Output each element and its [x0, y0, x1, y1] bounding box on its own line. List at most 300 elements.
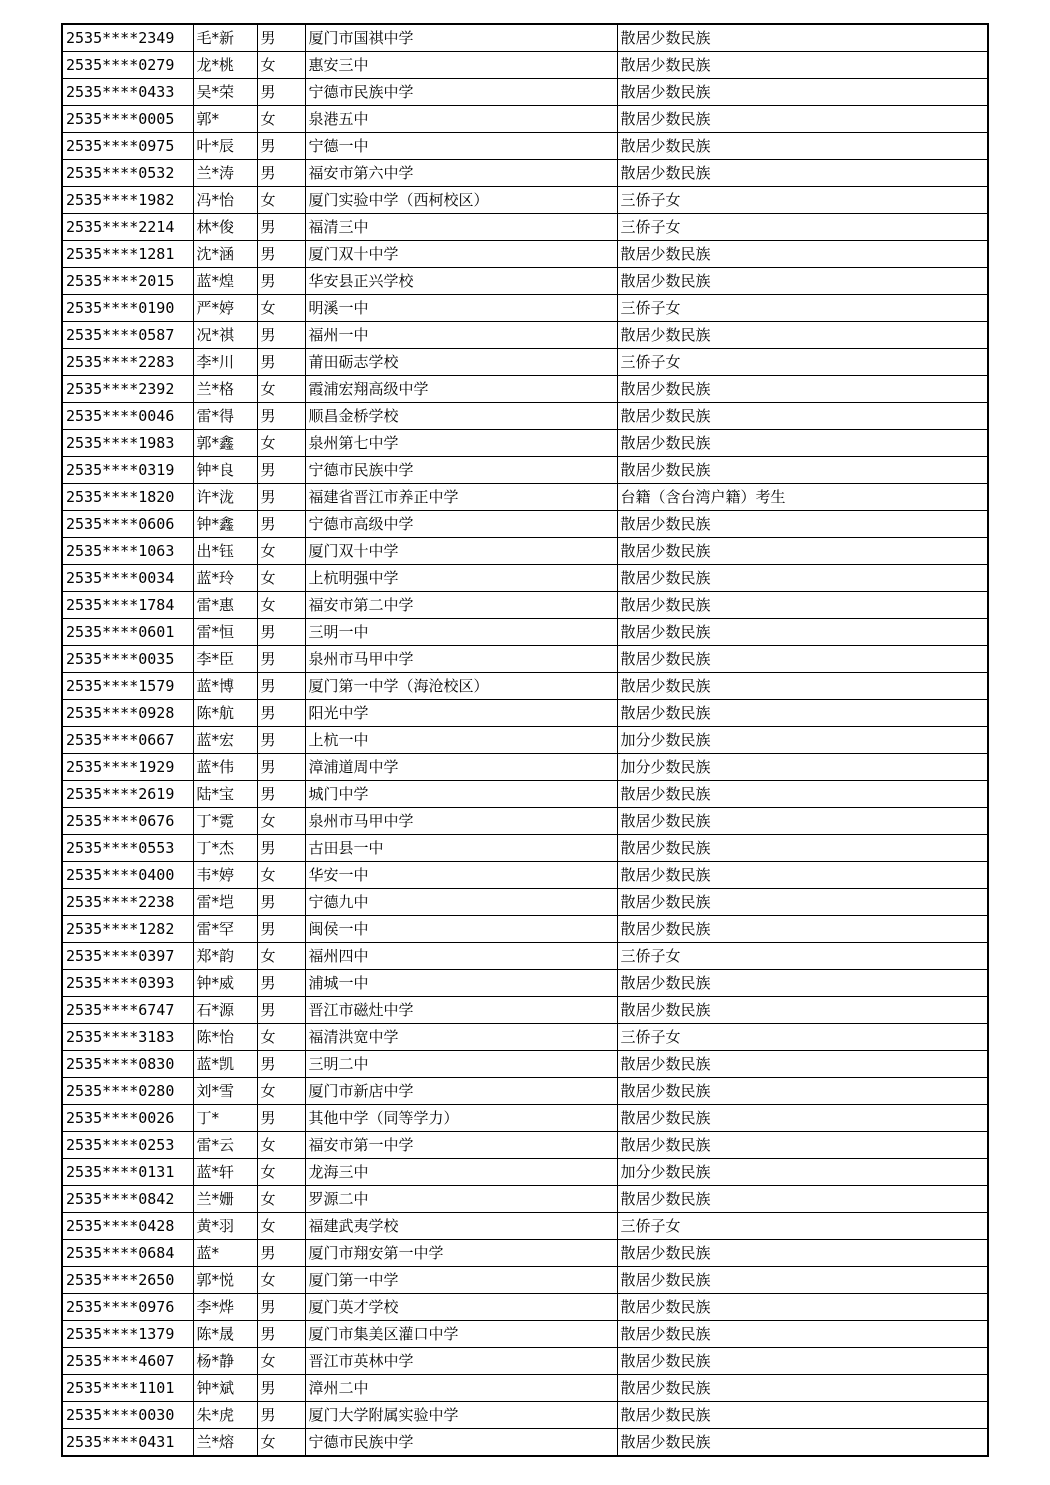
school-cell: 福建武夷学校 [305, 1213, 617, 1240]
name-cell: 蓝*宏 [193, 727, 257, 754]
table-row [62, 1051, 988, 1078]
candidate-id-cell: 2535****0253 [62, 1132, 193, 1159]
name-cell: 雷*惠 [193, 592, 257, 619]
name-cell: 郭* [193, 106, 257, 133]
table-row [62, 754, 988, 781]
table-row [62, 241, 988, 268]
table-row [62, 997, 988, 1024]
school-cell: 顺昌金桥学校 [305, 403, 617, 430]
category-cell: 散居少数民族 [617, 619, 988, 646]
school-cell: 福安市第二中学 [305, 592, 617, 619]
school-cell: 福建省晋江市养正中学 [305, 484, 617, 511]
category-cell: 散居少数民族 [617, 160, 988, 187]
table-row [62, 1132, 988, 1159]
school-cell: 厦门实验中学（西柯校区） [305, 187, 617, 214]
school-cell: 福清洪宽中学 [305, 1024, 617, 1051]
name-cell: 李*川 [193, 349, 257, 376]
category-cell: 散居少数民族 [617, 781, 988, 808]
category-cell: 加分少数民族 [617, 727, 988, 754]
category-cell: 散居少数民族 [617, 1078, 988, 1105]
name-cell: 郑*韵 [193, 943, 257, 970]
school-cell: 厦门市集美区灌口中学 [305, 1321, 617, 1348]
table-row [62, 511, 988, 538]
gender-cell: 男 [257, 403, 305, 430]
table-row [62, 943, 988, 970]
gender-cell: 女 [257, 187, 305, 214]
table-row [62, 781, 988, 808]
candidate-id-cell: 2535****0928 [62, 700, 193, 727]
name-cell: 雷*得 [193, 403, 257, 430]
gender-cell: 女 [257, 943, 305, 970]
table-row [62, 1105, 988, 1132]
category-cell: 散居少数民族 [617, 133, 988, 160]
gender-cell: 女 [257, 1159, 305, 1186]
gender-cell: 男 [257, 322, 305, 349]
name-cell: 钟*良 [193, 457, 257, 484]
name-cell: 丁* [193, 1105, 257, 1132]
name-cell: 陈*航 [193, 700, 257, 727]
table-row [62, 1321, 988, 1348]
gender-cell: 男 [257, 160, 305, 187]
school-cell: 福安市第一中学 [305, 1132, 617, 1159]
candidate-id-cell: 2535****1101 [62, 1375, 193, 1402]
candidate-id-cell: 2535****1820 [62, 484, 193, 511]
candidate-id-cell: 2535****6747 [62, 997, 193, 1024]
table-row [62, 1267, 988, 1294]
gender-cell: 男 [257, 349, 305, 376]
category-cell: 散居少数民族 [617, 511, 988, 538]
candidate-id-cell: 2535****0433 [62, 79, 193, 106]
table-row [62, 673, 988, 700]
table-row [62, 106, 988, 133]
name-cell: 许*泷 [193, 484, 257, 511]
table-row [62, 79, 988, 106]
table-row [62, 1240, 988, 1267]
table-row [62, 1294, 988, 1321]
category-cell: 散居少数民族 [617, 565, 988, 592]
category-cell: 散居少数民族 [617, 997, 988, 1024]
gender-cell: 女 [257, 592, 305, 619]
school-cell: 福州四中 [305, 943, 617, 970]
table-row [62, 376, 988, 403]
school-cell: 厦门英才学校 [305, 1294, 617, 1321]
category-cell: 散居少数民族 [617, 106, 988, 133]
category-cell: 散居少数民族 [617, 538, 988, 565]
name-cell: 陆*宝 [193, 781, 257, 808]
candidate-id-cell: 2535****0131 [62, 1159, 193, 1186]
category-cell: 三侨子女 [617, 295, 988, 322]
name-cell: 蓝* [193, 1240, 257, 1267]
school-cell: 福清三中 [305, 214, 617, 241]
table-row [62, 1429, 988, 1457]
candidate-id-cell: 2535****2349 [62, 24, 193, 52]
table-row [62, 268, 988, 295]
school-cell: 霞浦宏翔高级中学 [305, 376, 617, 403]
gender-cell: 男 [257, 214, 305, 241]
category-cell: 散居少数民族 [617, 403, 988, 430]
category-cell: 散居少数民族 [617, 1051, 988, 1078]
table-row [62, 538, 988, 565]
table-row [62, 970, 988, 997]
gender-cell: 男 [257, 646, 305, 673]
table-row [62, 1186, 988, 1213]
name-cell: 丁*霓 [193, 808, 257, 835]
candidate-id-cell: 2535****0190 [62, 295, 193, 322]
school-cell: 宁德一中 [305, 133, 617, 160]
school-cell: 罗源二中 [305, 1186, 617, 1213]
category-cell: 散居少数民族 [617, 241, 988, 268]
table-row [62, 808, 988, 835]
school-cell: 宁德市民族中学 [305, 457, 617, 484]
category-cell: 散居少数民族 [617, 835, 988, 862]
category-cell: 散居少数民族 [617, 430, 988, 457]
category-cell: 加分少数民族 [617, 1159, 988, 1186]
candidate-id-cell: 2535****1579 [62, 673, 193, 700]
candidate-id-cell: 2535****0026 [62, 1105, 193, 1132]
candidate-id-cell: 2535****0035 [62, 646, 193, 673]
name-cell: 石*源 [193, 997, 257, 1024]
gender-cell: 女 [257, 376, 305, 403]
gender-cell: 女 [257, 1267, 305, 1294]
table-row [62, 214, 988, 241]
gender-cell: 女 [257, 1024, 305, 1051]
table-row [62, 187, 988, 214]
name-cell: 钟*鑫 [193, 511, 257, 538]
candidate-id-cell: 2535****0532 [62, 160, 193, 187]
category-cell: 散居少数民族 [617, 700, 988, 727]
category-cell: 散居少数民族 [617, 592, 988, 619]
school-cell: 其他中学（同等学力） [305, 1105, 617, 1132]
table-row [62, 1213, 988, 1240]
candidate-id-cell: 2535****2015 [62, 268, 193, 295]
name-cell: 雷*云 [193, 1132, 257, 1159]
gender-cell: 女 [257, 430, 305, 457]
name-cell: 严*婷 [193, 295, 257, 322]
school-cell: 漳州二中 [305, 1375, 617, 1402]
school-cell: 古田县一中 [305, 835, 617, 862]
category-cell: 散居少数民族 [617, 1267, 988, 1294]
candidate-id-cell: 2535****0587 [62, 322, 193, 349]
name-cell: 叶*辰 [193, 133, 257, 160]
school-cell: 城门中学 [305, 781, 617, 808]
school-cell: 宁德市民族中学 [305, 79, 617, 106]
school-cell: 宁德市民族中学 [305, 1429, 617, 1457]
category-cell: 散居少数民族 [617, 916, 988, 943]
candidate-id-cell: 2535****1063 [62, 538, 193, 565]
category-cell: 散居少数民族 [617, 376, 988, 403]
roster-table [61, 23, 989, 1457]
name-cell: 冯*怡 [193, 187, 257, 214]
name-cell: 钟*威 [193, 970, 257, 997]
gender-cell: 男 [257, 484, 305, 511]
candidate-id-cell: 2535****0676 [62, 808, 193, 835]
candidate-id-cell: 2535****2650 [62, 1267, 193, 1294]
candidate-id-cell: 2535****0601 [62, 619, 193, 646]
category-cell: 散居少数民族 [617, 1348, 988, 1375]
candidate-id-cell: 2535****1929 [62, 754, 193, 781]
candidate-id-cell: 2535****0553 [62, 835, 193, 862]
gender-cell: 女 [257, 1213, 305, 1240]
table-row [62, 160, 988, 187]
gender-cell: 男 [257, 268, 305, 295]
school-cell: 厦门大学附属实验中学 [305, 1402, 617, 1429]
name-cell: 陈*怡 [193, 1024, 257, 1051]
table-row [62, 916, 988, 943]
category-cell: 散居少数民族 [617, 457, 988, 484]
name-cell: 兰*格 [193, 376, 257, 403]
candidate-id-cell: 2535****0684 [62, 1240, 193, 1267]
name-cell: 蓝*凯 [193, 1051, 257, 1078]
table-row [62, 700, 988, 727]
category-cell: 散居少数民族 [617, 52, 988, 79]
category-cell: 散居少数民族 [617, 1375, 988, 1402]
gender-cell: 男 [257, 781, 305, 808]
candidate-id-cell: 2535****0431 [62, 1429, 193, 1457]
name-cell: 郭*鑫 [193, 430, 257, 457]
school-cell: 阳光中学 [305, 700, 617, 727]
candidate-id-cell: 2535****1282 [62, 916, 193, 943]
table-row [62, 457, 988, 484]
name-cell: 李*烨 [193, 1294, 257, 1321]
candidate-id-cell: 2535****1379 [62, 1321, 193, 1348]
candidate-id-cell: 2535****0976 [62, 1294, 193, 1321]
category-cell: 三侨子女 [617, 1213, 988, 1240]
school-cell: 华安县正兴学校 [305, 268, 617, 295]
candidate-id-cell: 2535****0830 [62, 1051, 193, 1078]
name-cell: 蓝*煌 [193, 268, 257, 295]
table-row [62, 1024, 988, 1051]
category-cell: 三侨子女 [617, 214, 988, 241]
candidate-id-cell: 2535****0428 [62, 1213, 193, 1240]
table-row [62, 1078, 988, 1105]
school-cell: 莆田砺志学校 [305, 349, 617, 376]
category-cell: 散居少数民族 [617, 808, 988, 835]
gender-cell: 女 [257, 1132, 305, 1159]
candidate-id-cell: 2535****0034 [62, 565, 193, 592]
school-cell: 厦门第一中学 [305, 1267, 617, 1294]
name-cell: 刘*雪 [193, 1078, 257, 1105]
name-cell: 钟*斌 [193, 1375, 257, 1402]
school-cell: 泉州第七中学 [305, 430, 617, 457]
candidate-id-cell: 2535****0667 [62, 727, 193, 754]
table-row [62, 133, 988, 160]
gender-cell: 女 [257, 1429, 305, 1457]
category-cell: 加分少数民族 [617, 754, 988, 781]
name-cell: 李*臣 [193, 646, 257, 673]
gender-cell: 男 [257, 79, 305, 106]
gender-cell: 男 [257, 1375, 305, 1402]
candidate-id-cell: 2535****0975 [62, 133, 193, 160]
candidate-id-cell: 2535****0606 [62, 511, 193, 538]
table-row [62, 889, 988, 916]
name-cell: 韦*婷 [193, 862, 257, 889]
school-cell: 龙海三中 [305, 1159, 617, 1186]
name-cell: 蓝*伟 [193, 754, 257, 781]
gender-cell: 男 [257, 673, 305, 700]
table-row [62, 592, 988, 619]
school-cell: 福安市第六中学 [305, 160, 617, 187]
name-cell: 蓝*轩 [193, 1159, 257, 1186]
candidate-id-cell: 2535****2283 [62, 349, 193, 376]
table-row [62, 619, 988, 646]
category-cell: 三侨子女 [617, 187, 988, 214]
table-row [62, 862, 988, 889]
table-row [62, 430, 988, 457]
category-cell: 三侨子女 [617, 349, 988, 376]
name-cell: 林*俊 [193, 214, 257, 241]
school-cell: 厦门双十中学 [305, 241, 617, 268]
table-row [62, 322, 988, 349]
roster-body [62, 24, 988, 1456]
category-cell: 散居少数民族 [617, 673, 988, 700]
school-cell: 宁德九中 [305, 889, 617, 916]
gender-cell: 男 [257, 241, 305, 268]
table-row [62, 349, 988, 376]
school-cell: 明溪一中 [305, 295, 617, 322]
school-cell: 宁德市高级中学 [305, 511, 617, 538]
gender-cell: 男 [257, 1294, 305, 1321]
candidate-id-cell: 2535****0280 [62, 1078, 193, 1105]
name-cell: 沈*涵 [193, 241, 257, 268]
table-row [62, 403, 988, 430]
candidate-id-cell: 2535****0005 [62, 106, 193, 133]
category-cell: 散居少数民族 [617, 862, 988, 889]
gender-cell: 男 [257, 916, 305, 943]
category-cell: 散居少数民族 [617, 1105, 988, 1132]
candidate-id-cell: 2535****2392 [62, 376, 193, 403]
table-row [62, 835, 988, 862]
gender-cell: 男 [257, 511, 305, 538]
school-cell: 泉港五中 [305, 106, 617, 133]
name-cell: 郭*悦 [193, 1267, 257, 1294]
candidate-id-cell: 2535****3183 [62, 1024, 193, 1051]
name-cell: 黄*羽 [193, 1213, 257, 1240]
gender-cell: 女 [257, 52, 305, 79]
school-cell: 厦门市翔安第一中学 [305, 1240, 617, 1267]
gender-cell: 男 [257, 24, 305, 52]
school-cell: 厦门市新店中学 [305, 1078, 617, 1105]
candidate-id-cell: 2535****2214 [62, 214, 193, 241]
category-cell: 散居少数民族 [617, 646, 988, 673]
name-cell: 龙*桃 [193, 52, 257, 79]
category-cell: 散居少数民族 [617, 970, 988, 997]
table-row [62, 1348, 988, 1375]
name-cell: 雷*罕 [193, 916, 257, 943]
gender-cell: 男 [257, 727, 305, 754]
name-cell: 况*祺 [193, 322, 257, 349]
candidate-id-cell: 2535****0030 [62, 1402, 193, 1429]
gender-cell: 女 [257, 565, 305, 592]
school-cell: 厦门双十中学 [305, 538, 617, 565]
table-row [62, 1402, 988, 1429]
candidate-id-cell: 2535****0400 [62, 862, 193, 889]
candidate-id-cell: 2535****0397 [62, 943, 193, 970]
category-cell: 散居少数民族 [617, 1132, 988, 1159]
candidate-id-cell: 2535****0279 [62, 52, 193, 79]
table-row [62, 1375, 988, 1402]
gender-cell: 男 [257, 1240, 305, 1267]
school-cell: 浦城一中 [305, 970, 617, 997]
gender-cell: 男 [257, 457, 305, 484]
name-cell: 朱*虎 [193, 1402, 257, 1429]
school-cell: 厦门第一中学（海沧校区） [305, 673, 617, 700]
gender-cell: 男 [257, 1402, 305, 1429]
name-cell: 雷*垲 [193, 889, 257, 916]
gender-cell: 男 [257, 835, 305, 862]
name-cell: 吴*荣 [193, 79, 257, 106]
gender-cell: 男 [257, 997, 305, 1024]
table-row [62, 295, 988, 322]
table-row [62, 24, 988, 52]
category-cell: 散居少数民族 [617, 79, 988, 106]
candidate-id-cell: 2535****1281 [62, 241, 193, 268]
gender-cell: 男 [257, 1105, 305, 1132]
name-cell: 丁*杰 [193, 835, 257, 862]
gender-cell: 女 [257, 538, 305, 565]
name-cell: 兰*熔 [193, 1429, 257, 1457]
name-cell: 杨*静 [193, 1348, 257, 1375]
category-cell: 三侨子女 [617, 943, 988, 970]
candidate-id-cell: 2535****1982 [62, 187, 193, 214]
candidate-id-cell: 2535****1784 [62, 592, 193, 619]
gender-cell: 女 [257, 808, 305, 835]
table-row [62, 727, 988, 754]
school-cell: 晋江市英林中学 [305, 1348, 617, 1375]
gender-cell: 女 [257, 295, 305, 322]
category-cell: 散居少数民族 [617, 24, 988, 52]
name-cell: 出*钰 [193, 538, 257, 565]
school-cell: 泉州市马甲中学 [305, 646, 617, 673]
candidate-id-cell: 2535****4607 [62, 1348, 193, 1375]
gender-cell: 女 [257, 1348, 305, 1375]
name-cell: 兰*姗 [193, 1186, 257, 1213]
name-cell: 蓝*玲 [193, 565, 257, 592]
candidate-id-cell: 2535****2238 [62, 889, 193, 916]
school-cell: 三明二中 [305, 1051, 617, 1078]
category-cell: 散居少数民族 [617, 1402, 988, 1429]
school-cell: 福州一中 [305, 322, 617, 349]
gender-cell: 男 [257, 700, 305, 727]
category-cell: 散居少数民族 [617, 268, 988, 295]
name-cell: 雷*恒 [193, 619, 257, 646]
table-row [62, 1159, 988, 1186]
category-cell: 散居少数民族 [617, 1321, 988, 1348]
category-cell: 散居少数民族 [617, 1429, 988, 1457]
candidate-id-cell: 2535****0393 [62, 970, 193, 997]
school-cell: 厦门市国祺中学 [305, 24, 617, 52]
school-cell: 晋江市磁灶中学 [305, 997, 617, 1024]
gender-cell: 女 [257, 106, 305, 133]
category-cell: 散居少数民族 [617, 322, 988, 349]
gender-cell: 女 [257, 1078, 305, 1105]
school-cell: 泉州市马甲中学 [305, 808, 617, 835]
gender-cell: 男 [257, 133, 305, 160]
category-cell: 散居少数民族 [617, 1240, 988, 1267]
candidate-id-cell: 2535****0319 [62, 457, 193, 484]
school-cell: 上杭一中 [305, 727, 617, 754]
category-cell: 三侨子女 [617, 1024, 988, 1051]
school-cell: 三明一中 [305, 619, 617, 646]
category-cell: 散居少数民族 [617, 889, 988, 916]
candidate-id-cell: 2535****0842 [62, 1186, 193, 1213]
school-cell: 上杭明强中学 [305, 565, 617, 592]
gender-cell: 女 [257, 862, 305, 889]
school-cell: 华安一中 [305, 862, 617, 889]
gender-cell: 男 [257, 1051, 305, 1078]
table-row [62, 565, 988, 592]
candidate-id-cell: 2535****2619 [62, 781, 193, 808]
gender-cell: 男 [257, 1321, 305, 1348]
